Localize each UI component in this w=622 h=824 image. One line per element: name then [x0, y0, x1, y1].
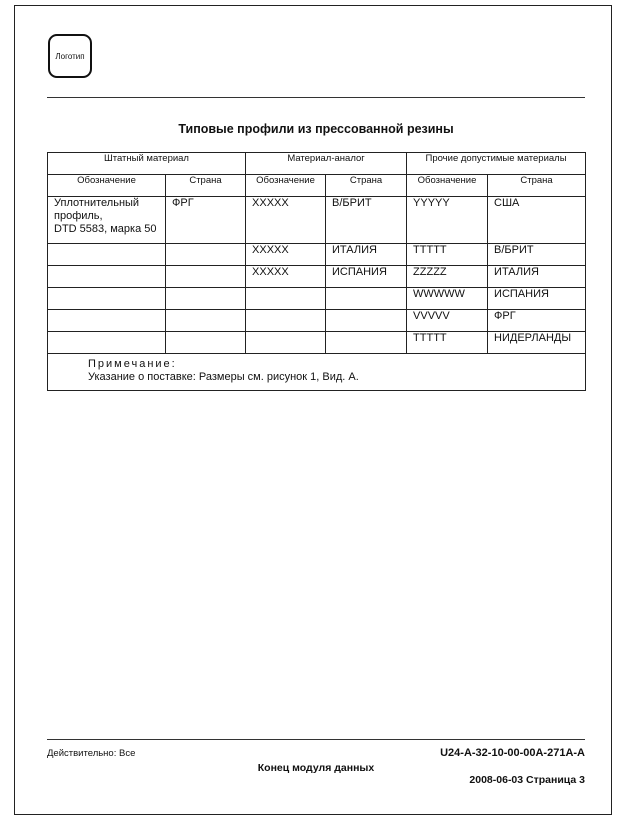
table-cell: ZZZZZ: [407, 266, 488, 288]
table-cell: ИСПАНИЯ: [488, 288, 586, 310]
group-header-analog: Материал-аналог: [246, 153, 407, 175]
table-row: [48, 244, 586, 266]
table-cell: VVVVV: [407, 310, 488, 332]
note-title: Примечание:: [88, 358, 177, 370]
table-row: [48, 332, 586, 354]
table-cell: [48, 266, 166, 288]
note-row: [48, 354, 586, 391]
footer-divider: [47, 739, 585, 740]
cell-line: Уплотнительный: [54, 197, 140, 209]
table-cell: [166, 310, 246, 332]
header-divider: [47, 97, 585, 98]
group-header-standard: Штатный материал: [48, 153, 246, 175]
table-cell: YYYYY: [407, 197, 488, 244]
table-cell: [326, 288, 407, 310]
table-cell: ИТАЛИЯ: [488, 266, 586, 288]
table-cell: [246, 288, 326, 310]
table-cell: [48, 310, 166, 332]
logo-text: Логотип: [55, 51, 85, 61]
logo-placeholder: [48, 34, 92, 78]
document-code: U24-A-32-10-00-00A-271A-A: [440, 747, 585, 759]
table-cell: [166, 266, 246, 288]
column-header: Обозначение: [407, 175, 488, 197]
table-cell: [48, 244, 166, 266]
table-row: [48, 288, 586, 310]
table-cell: [326, 332, 407, 354]
table-cell: [246, 332, 326, 354]
cell-line: профиль,: [54, 210, 103, 222]
column-header: Страна: [488, 175, 586, 197]
table-cell: [246, 310, 326, 332]
table-cell: ФРГ: [488, 310, 586, 332]
table-cell: [48, 332, 166, 354]
table-cell: XXXXX: [246, 197, 326, 244]
table-cell: ИТАЛИЯ: [326, 244, 407, 266]
table-cell: [166, 244, 246, 266]
validity-label: Действительно: Все: [47, 748, 136, 759]
table-cell: TTTTT: [407, 332, 488, 354]
materials-table: [47, 152, 586, 391]
table-cell: TTTTT: [407, 244, 488, 266]
table-cell: WWWWW: [407, 288, 488, 310]
column-header-row: [48, 175, 586, 197]
table-row: [48, 197, 586, 244]
table-cell: НИДЕРЛАНДЫ: [488, 332, 586, 354]
table-cell: XXXXX: [246, 266, 326, 288]
end-of-module-label: Конец модуля данных: [257, 762, 375, 774]
document-title: Типовые профили из прессованной резины: [178, 122, 454, 136]
cell-line: DTD 5583, марка 50: [54, 223, 157, 235]
table-cell: [48, 288, 166, 310]
group-header-other: Прочие допустимые материалы: [407, 153, 586, 175]
table-cell: [166, 288, 246, 310]
note-text: Указание о поставке: Размеры см. рисунок 1, Вид. А.: [88, 371, 359, 383]
column-header: Обозначение: [48, 175, 166, 197]
table-row: [48, 310, 586, 332]
note-cell: [48, 354, 586, 391]
table-cell: XXXXX: [246, 244, 326, 266]
date-page-label: 2008-06-03 Страница 3: [469, 774, 585, 786]
table-cell: ФРГ: [166, 197, 246, 244]
table-cell: В/БРИТ: [326, 197, 407, 244]
table-cell: ИСПАНИЯ: [326, 266, 407, 288]
table-cell: [326, 310, 407, 332]
table-cell: В/БРИТ: [488, 244, 586, 266]
group-header-row: [48, 153, 586, 175]
table-cell: [48, 197, 166, 244]
column-header: Обозначение: [246, 175, 326, 197]
column-header: Страна: [326, 175, 407, 197]
table-cell: США: [488, 197, 586, 244]
column-header: Страна: [166, 175, 246, 197]
table-cell: [166, 332, 246, 354]
table-row: [48, 266, 586, 288]
